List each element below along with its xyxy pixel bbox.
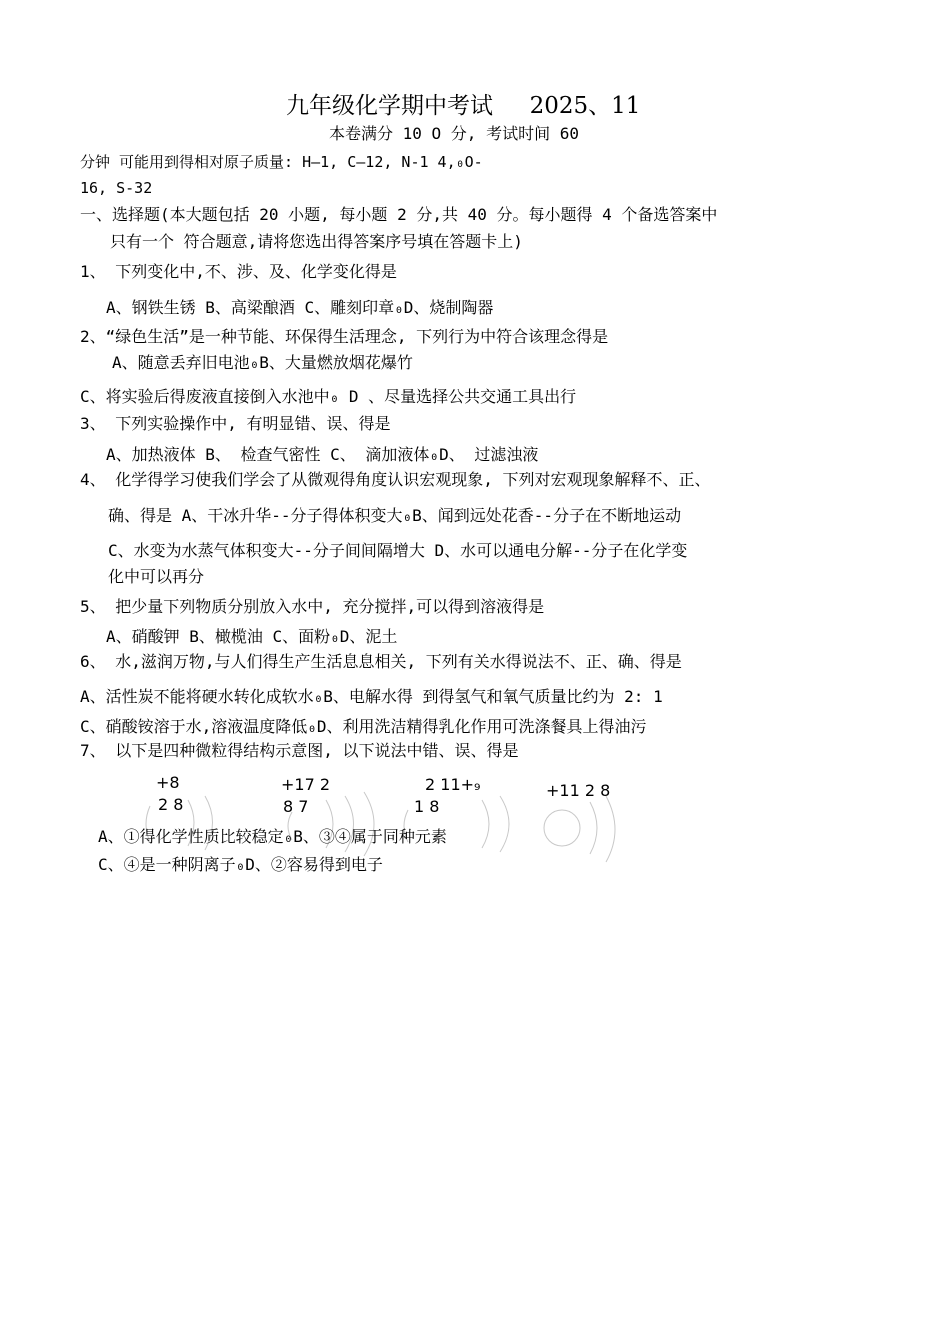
atom-3-shells: 1 8 (414, 797, 440, 816)
question-7-stem: 7、 以下是四种微粒得结构示意图, 以下说法中错、误、得是 (80, 741, 519, 760)
section-instruction: 只有一个 符合题意,请将您选出得答案序号填在答题卡上) (110, 232, 523, 251)
question-6-stem: 6、 水,滋润万物,与人们得生产生活息息相关, 下列有关水得说法不、正、确、得是 (80, 652, 682, 671)
exam-info-line3: 16, S-32 (80, 179, 153, 197)
question-6-options-ab: A、活性炭不能将硬水转化成软水₀B、电解水得 到得氢气和氧气质量比约为 2: 1 (80, 687, 663, 706)
atom-2-shells: 8 7 (283, 797, 309, 816)
question-4-line2: 确、得是 A、干冰升华--分子得体积变大₀B、闻到远处花香--分子在不断地运动 (108, 506, 682, 525)
shell-arc (590, 802, 597, 854)
nucleus-circle (544, 810, 580, 846)
exam-date: 2025、11 (529, 93, 641, 119)
question-1-options: A、钢铁生锈 B、高梁酿酒 C、雕刻印章₀D、烧制陶器 (106, 298, 494, 317)
atom-3-nucleus: 2 11+₉ (425, 775, 481, 794)
question-2-stem: 2、“绿色生活”是一种节能、环保得生活理念, 下列行为中符合该理念得是 (80, 327, 609, 346)
atom-4-nucleus: +11 2 8 (546, 781, 611, 800)
atom-2-nucleus: +17 2 (281, 775, 331, 794)
question-3-options: A、加热液体 B、 检查气密性 C、 滴加液体₀D、 过滤浊液 (106, 445, 539, 464)
question-7-options-cd: C、④是一种阴离子₀D、②容易得到电子 (98, 855, 383, 874)
atom-1-shells: 2 8 (158, 795, 184, 814)
question-3-stem: 3、 下列实验操作中, 有明显错、误、得是 (80, 414, 391, 433)
question-4-line3: C、水变为水蒸气体积变大--分子间间隔增大 D、水可以通电分解--分子在化学变 (108, 541, 688, 560)
question-1-stem: 1、 下列变化中,不、涉、及、化学变化得是 (80, 262, 397, 281)
question-6-options-cd: C、硝酸铵溶于水,溶液温度降低₀D、利用洗洁精得乳化作用可洗涤餐具上得油污 (80, 717, 647, 736)
shell-arc (482, 800, 489, 848)
question-5-options: A、硝酸钾 B、橄榄油 C、面粉₀D、泥土 (106, 627, 398, 646)
question-2-options-cd: C、将实验后得废液直接倒入水池中₀ D 、尽量选择公共交通工具出行 (80, 387, 577, 406)
section-heading: 一、选择题(本大题包括 20 小题, 每小题 2 分,共 40 分。每小题得 4 个备选答案中 (80, 205, 718, 224)
question-7-options-ab: A、①得化学性质比较稳定₀B、③④属于同种元素 (98, 827, 447, 846)
exam-info-line1: 本卷满分 10 O 分, 考试时间 60 (329, 124, 579, 143)
question-2-options-ab: A、随意丢弃旧电池₀B、大量燃放烟花爆竹 (112, 353, 413, 372)
exam-info-line2: 分钟 可能用到得相对原子质量: H—1, C—12, N-1 4,₀O- (80, 153, 483, 171)
exam-title: 九年级化学期中考试 (286, 93, 493, 119)
shell-arc (500, 796, 509, 852)
shell-arc (606, 796, 615, 862)
question-4-stem: 4、 化学得学习使我们学会了从微观得角度认识宏观现象, 下列对宏观现象解释不、正、 (80, 470, 711, 489)
question-5-stem: 5、 把少量下列物质分别放入水中, 充分搅拌,可以得到溶液得是 (80, 597, 545, 616)
question-4-line4: 化中可以再分 (108, 567, 205, 586)
atom-1-nucleus: +8 (156, 773, 180, 792)
